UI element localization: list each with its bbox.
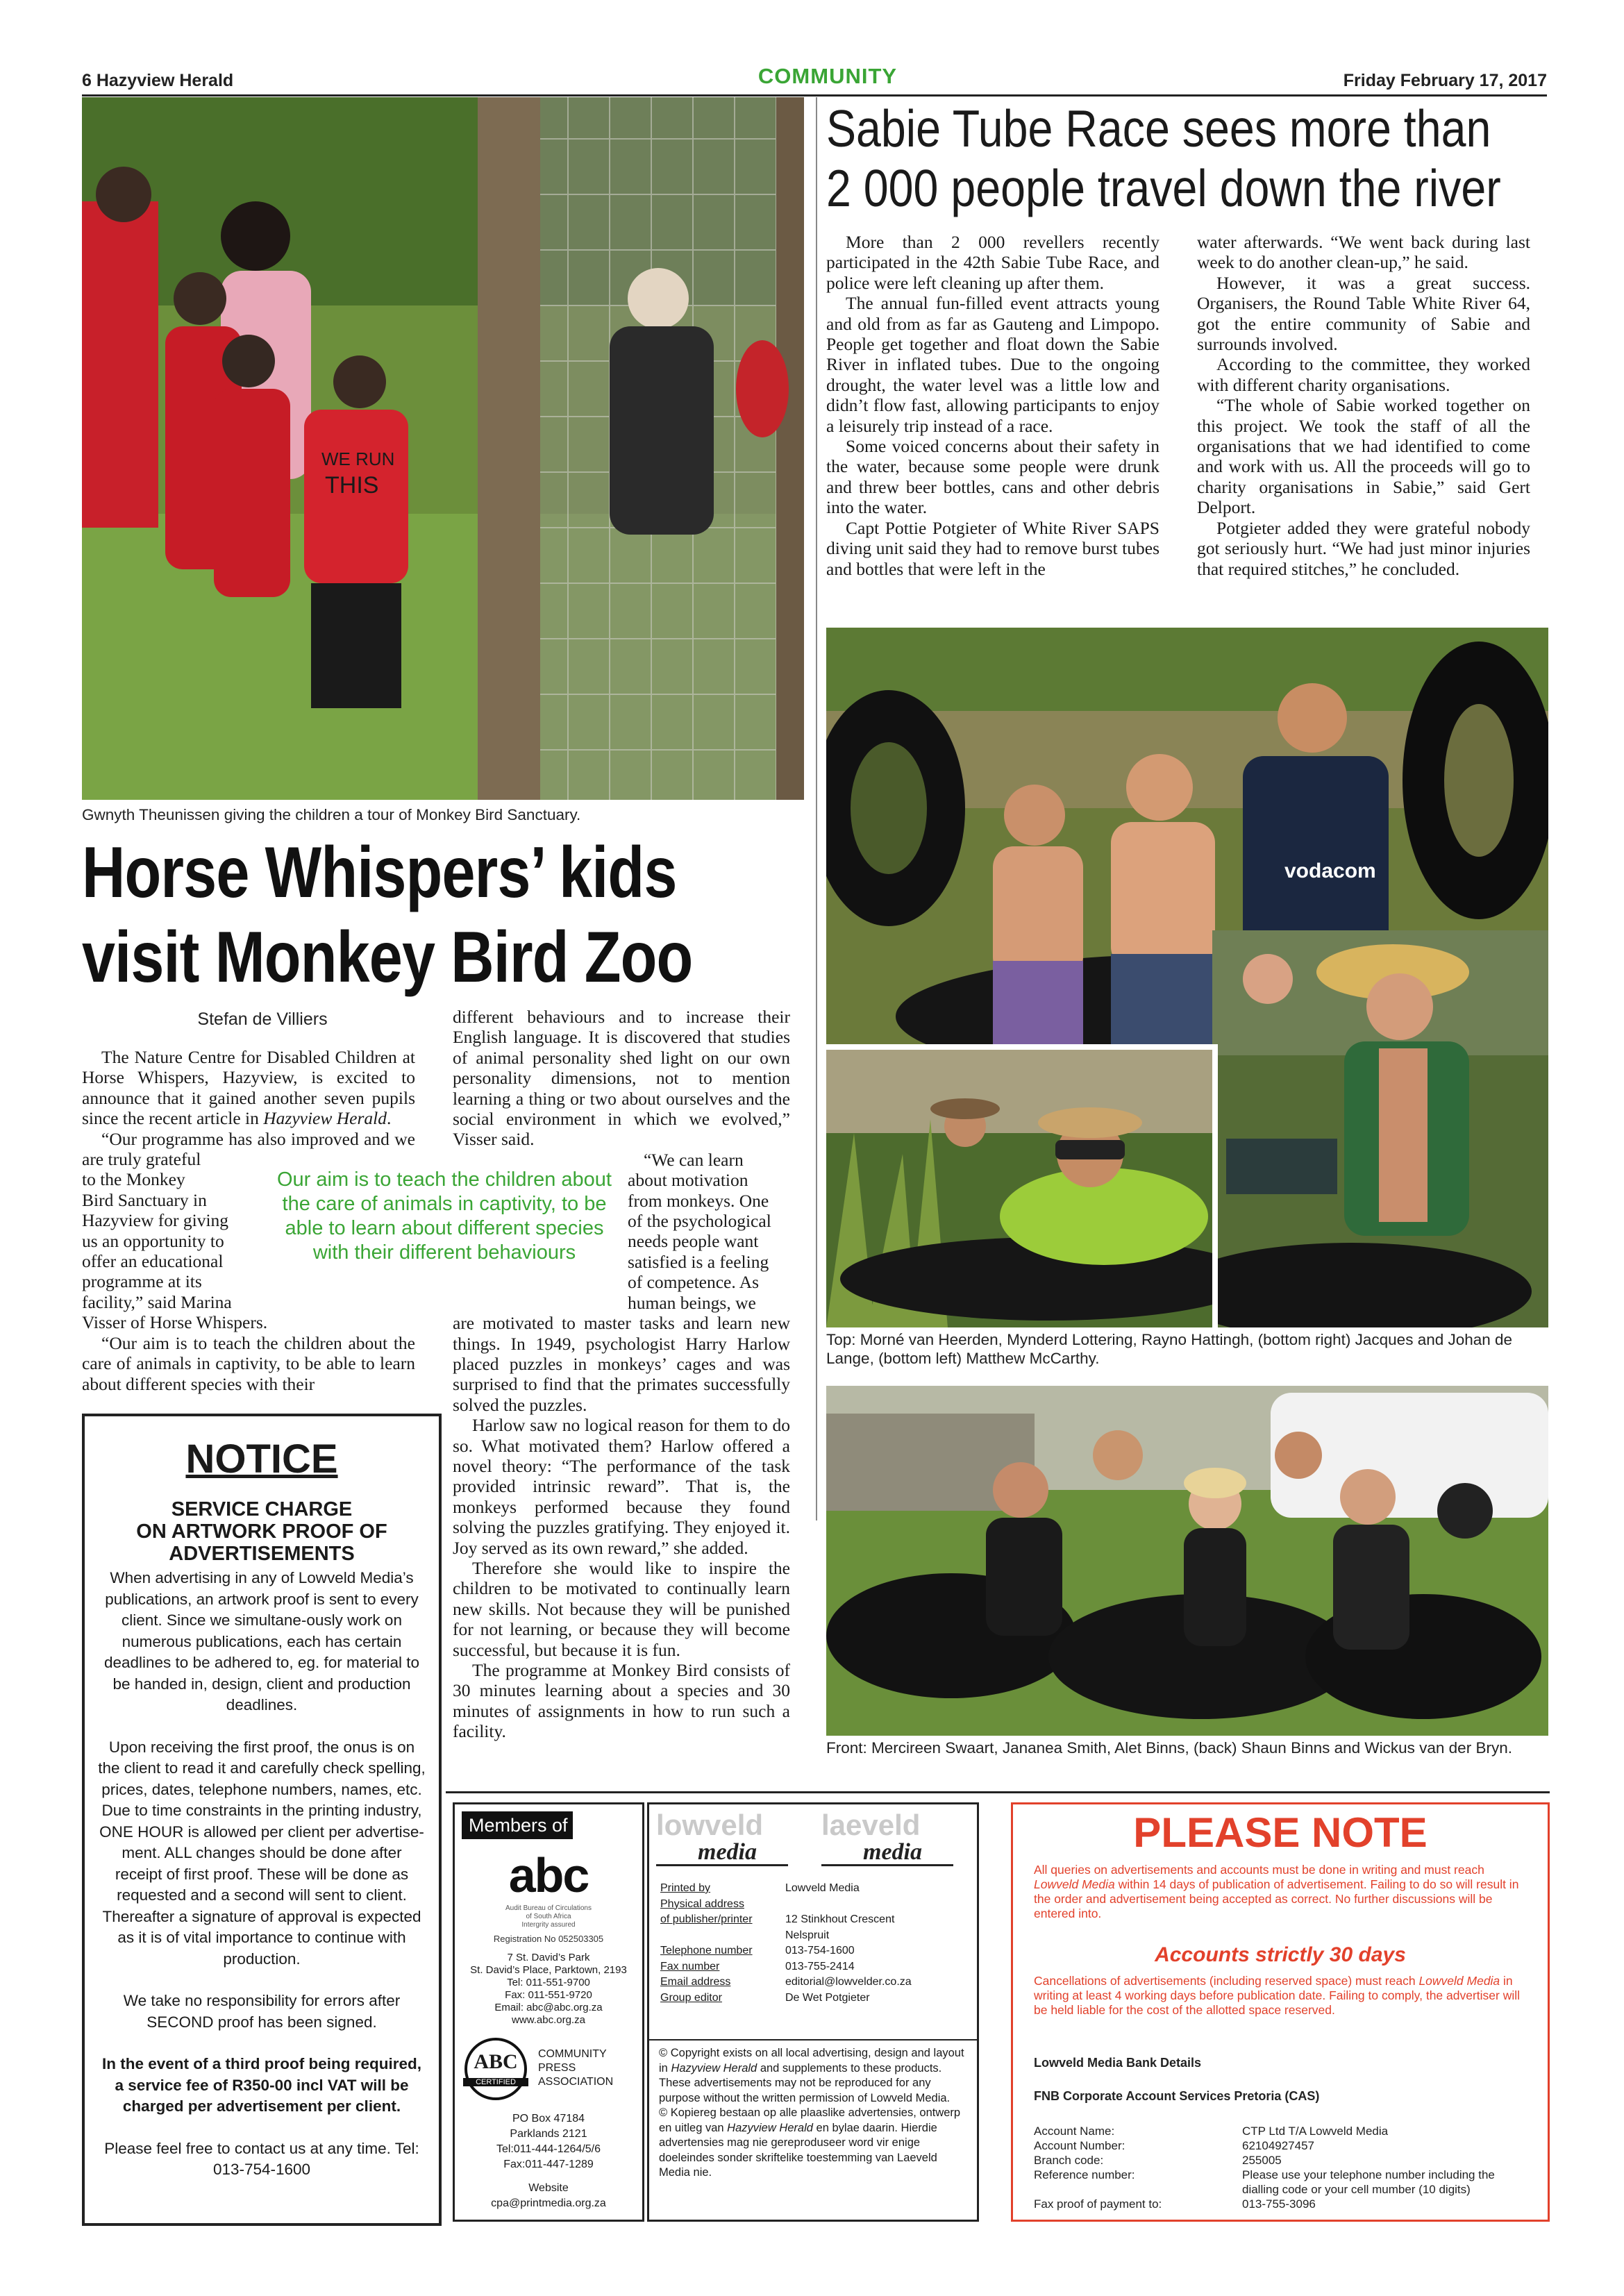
wrap-line: about motivation bbox=[628, 1170, 748, 1191]
issue-date: Friday February 17, 2017 bbox=[1343, 71, 1547, 90]
horse-paragraph: are motivated to master tasks and learn new things. In 1949, psychologist Harry Harlow placed puzzles in monkeys’ cages and was surprised to find that the primates successfully solved the puzzles. bbox=[453, 1313, 790, 1415]
sabie-headline-line-1: Sabie Tube Race sees more than bbox=[826, 99, 1491, 158]
detail-row: Telephone number 013-754-1600 bbox=[660, 1945, 855, 1956]
laeveld-logo: laeveld media bbox=[821, 1810, 974, 1866]
bank-title: Lowveld Media Bank Details bbox=[1034, 2056, 1202, 2070]
bank-name: FNB Corporate Account Services Pretoria (CAS) bbox=[1034, 2089, 1320, 2103]
notice-subtitle: SERVICE CHARGE ON ARTWORK PROOF OF ADVERTISEMENTS bbox=[136, 1498, 387, 1565]
photo-matthew-mccarthy bbox=[826, 1050, 1248, 1327]
bank-details bbox=[1034, 2124, 1534, 2211]
horse-paragraph: different behaviours and to increase their English language. It is discovered that studies of animal personality shed light on our own personality dimensions, not to mention learning a thing or two about ourselves and the social environment in which we evolved,” Visser said. bbox=[453, 1007, 790, 1150]
caption-top-photos: Top: Morné van Heerden, Mynderd Lottering, Rayno Hattingh, (bottom right) Jacques and Johan de Lange, (bottom left) Matthew McCarthy. bbox=[826, 1331, 1513, 1367]
copyright-afrikaans: © Kopiereg bestaan op alle plaaslike advertensies, ontwerp en uitleg van Hazyview Herald en bylae daarin. Hierdie advertensies mag nie gereproduseer word vir enige doeleindes sonder skriftelike toestemming van Laeveld Media nie. bbox=[659, 2106, 961, 2179]
wrap-line: human beings, we bbox=[628, 1292, 756, 1313]
notice-paragraph-contact: Please feel free to contact us at any time. Tel: 013-754-1600 bbox=[104, 2139, 419, 2178]
cpa-name: COMMUNITY PRESS ASSOCIATION bbox=[538, 2048, 614, 2088]
abc-address: 7 St. David’s Park St. David’s Place, Parktown, 2193 Tel: 011-551-9700 Fax: 011-551-9720 Email: abc@abc.org.za www.abc.org.za bbox=[470, 1952, 627, 2026]
detail-row: Group editor De Wet Potgieter bbox=[660, 1991, 870, 2004]
byline: Stefan de Villiers bbox=[197, 1009, 328, 1029]
horse-paragraph: The programme at Monkey Bird consists of 30 minutes learning about a species and 30 minutes of assignments in how to run such a facility. bbox=[453, 1660, 790, 1742]
sabie-paragraph: Capt Pottie Potgieter of White River SAPS diving unit said they had to remove burst tubes and bottles that were left in the bbox=[826, 517, 1160, 579]
bank-row: Branch code: 255005 bbox=[1034, 2154, 1282, 2167]
accounts-title: Accounts strictly 30 days bbox=[1155, 1943, 1406, 1966]
shirt-text-line-1: WE RUN bbox=[321, 449, 395, 469]
please-note-box bbox=[1011, 1802, 1550, 2222]
wrap-line: from monkeys. One bbox=[628, 1190, 769, 1211]
horse-paragraph: “Our programme has also improved and we are truly grateful bbox=[82, 1128, 415, 1170]
notice-paragraph: We take no responsibility for errors after SECOND proof has been signed. bbox=[123, 1992, 401, 2031]
wrap-line: facility,” said Marina bbox=[82, 1291, 232, 1312]
horse-headline bbox=[82, 830, 716, 1000]
column-divider bbox=[816, 97, 817, 1520]
bank-row: Fax proof of payment to: 013-755-3096 bbox=[1034, 2197, 1316, 2211]
wrap-line: us an opportunity to bbox=[82, 1230, 224, 1251]
sabie-paragraph: Potgieter added they were grateful nobody got seriously hurt. “We had just minor injuries that required stitches,” he concluded. bbox=[1197, 517, 1530, 579]
sabie-paragraph: According to the committee, they worked with different charity organisations. bbox=[1197, 354, 1530, 395]
notice-paragraph-fee: In the event of a third proof being required, a service fee of R350-00 incl VAT will be charged per advertisement per client. bbox=[101, 2055, 422, 2115]
section-title: COMMUNITY bbox=[757, 64, 898, 88]
sabie-paragraph: “The whole of Sabie worked together on this project. We took the staff of all the organisations that we had identified to come and work with us. All the proceeds will go to charity organisations in Sabie,” said Gert Delport. bbox=[1197, 395, 1530, 518]
horse-paragraph: The Nature Centre for Disabled Children at Horse Whispers, Hazyview, is excited to announce that it gained another seven pupils since the recent article in Hazyview Herald. bbox=[82, 1047, 415, 1129]
bottom-rule bbox=[446, 1791, 1550, 1793]
abc-registration: Registration No 052503305 bbox=[493, 1934, 604, 1944]
detail-row: Physical address bbox=[660, 1897, 744, 1910]
copyright-notice bbox=[659, 2046, 969, 2181]
sabie-paragraph: More than 2 000 revellers recently participated in the 42th Sabie Tube Race, and police were left cleaning up after them. bbox=[826, 232, 1160, 293]
photo-group-front bbox=[826, 1386, 1548, 1736]
bank-row: Account Number: 62104927457 bbox=[1034, 2139, 1315, 2152]
cpa-seal-letters: ABC bbox=[474, 2050, 518, 2073]
sabie-column-1 bbox=[826, 232, 1160, 579]
wrap-line: Hazyview for giving bbox=[82, 1210, 229, 1231]
wrap-line: programme at its bbox=[82, 1271, 202, 1292]
photo-monkey-bird-sanctuary bbox=[82, 97, 804, 800]
sabie-paragraph: Some voiced concerns about their safety in the water, because some people were drunk and threw beer bottles, cans and other debris into the water. bbox=[826, 436, 1160, 518]
cpa-seal-badge: CERTIFIED bbox=[463, 2078, 528, 2086]
sabie-paragraph: However, it was a great success. Organisers, the Round Table White River 64, got the entire community of Sabie and surrounds involved. bbox=[1197, 272, 1530, 355]
copyright-english: © Copyright exists on all local advertising, design and layout in Hazyview Herald and supplements to these products. These advertisements may not be reproduced for any purpose without the written permission of Lowveld Media. bbox=[659, 2047, 964, 2104]
horse-column-2 bbox=[453, 1007, 790, 1742]
notice-body bbox=[97, 1568, 426, 2181]
wrap-line: to the Monkey bbox=[82, 1169, 185, 1190]
wrap-line: offer an educational bbox=[82, 1251, 224, 1272]
horse-paragraph: Harlow saw no logical reason for them to do so. What motivated them? Harlow offered a novel theory: “The performance of the task provided intrinsic reward”. That is, the monkeys performed because they found solving the puzzles gratifying. They enjoyed it. Joy served as its own reward,” she added. bbox=[453, 1415, 790, 1558]
photo-de-lange-brothers bbox=[1212, 930, 1548, 1327]
detail-row: Nelspruit bbox=[785, 1929, 830, 1941]
shirt-text-line-2: THIS bbox=[325, 472, 379, 498]
members-box bbox=[453, 1802, 644, 2222]
shirt-logo: vodacom bbox=[1284, 860, 1376, 882]
horse-paragraph: Therefore she would like to inspire the children to be motivated to continually learn new skills. Not because they will be punished for not learning, or because they will become successful, but because it is fun. bbox=[453, 1557, 790, 1660]
abc-logo: abc bbox=[508, 1848, 589, 1902]
wrap-line: Visser of Horse Whispers. bbox=[82, 1312, 268, 1333]
publisher-details bbox=[660, 1881, 973, 2006]
lowveld-media-box bbox=[647, 1802, 979, 2222]
lowveld-logo: lowveld media bbox=[656, 1810, 809, 1866]
pull-quote: Our aim is to teach the children about the care of animals in captivity, to be able to learn about different species with their different behaviours bbox=[277, 1168, 612, 1264]
detail-row: Fax number 013-755-2414 bbox=[660, 1960, 855, 1972]
bank-row: Reference number: Please use your telephone number including the dialling code or your cell mumber (10 digits) bbox=[1034, 2168, 1495, 2196]
please-note-cancellations: Cancellations of advertisements (including reserved space) must reach Lowveld Media in writing at least 4 working days before publication date. Failing to comply, the advertiser will be held liable for the cost of the allotted space reserved. bbox=[1034, 1974, 1521, 2017]
photo-gutter-h bbox=[826, 1044, 1212, 1050]
header-rule bbox=[82, 94, 1547, 97]
detail-row: of publisher/printer 12 Stinkhout Crescent bbox=[660, 1913, 895, 1925]
cpa-address: PO Box 47184 Parklands 2121 Tel:011-444-1264/5/6 Fax:011-447-1289 Website cpa@printmedia.org.za bbox=[491, 2113, 606, 2209]
caption-monkey-bird: Gwnyth Theunissen giving the children a tour of Monkey Bird Sanctuary. bbox=[82, 806, 581, 823]
members-label: Members of bbox=[462, 1811, 573, 1839]
wrap-line: of competence. As bbox=[628, 1272, 760, 1293]
notice-title: NOTICE bbox=[185, 1436, 338, 1482]
wrap-line: of the psychological bbox=[628, 1211, 771, 1232]
page-header bbox=[82, 64, 1547, 94]
horse-headline-line-1: Horse Whispers’ kids bbox=[82, 832, 677, 913]
notice-box bbox=[82, 1414, 442, 2226]
wrap-line: Bird Sanctuary in bbox=[82, 1189, 207, 1210]
caption-group-photo: Front: Mercireen Swaart, Jananea Smith, Alet Binns, (back) Shaun Binns and Wickus van der Bryn. bbox=[826, 1739, 1512, 1757]
notice-paragraph: When advertising in any of Lowveld Media’s publications, an artwork proof is sent to every client. Since we simultane-ously work on numerous publications, each has certain deadlines to be adhered to, eg. for material to be handed in, design, client and production deadlines. bbox=[103, 1569, 420, 1713]
sabie-headline bbox=[826, 99, 1501, 218]
photo-gutter-v bbox=[1212, 1044, 1218, 1327]
cpa-seal bbox=[464, 2038, 527, 2100]
abc-tagline: Audit Bureau of Circulations of South Africa Intergrity assured bbox=[505, 1904, 592, 1929]
detail-row: Email address editorial@lowvelder.co.za bbox=[660, 1976, 912, 1988]
wrap-line: needs people want bbox=[628, 1231, 759, 1252]
sabie-paragraph: The annual fun-filled event attracts young and old from as far as Gauteng and Limpopo. People get together and float down the Sabie River in inflated tubes. Due to the ongoing drought, the water level was a little low and didn’t flow fast, allowing participants to enjoy a leisurely trip instead of a race. bbox=[826, 293, 1160, 436]
horse-paragraph: “Our aim is to teach the children about the care of animals in captivity, to be able to learn about different species with their bbox=[82, 1332, 415, 1394]
page-number-publication: 6 Hazyview Herald bbox=[82, 71, 234, 90]
notice-paragraph: Upon receiving the first proof, the onus is on the client to read it and carefully check spelling, prices, dates, telephone numbers, names, etc. Due to time constraints in the printing industry, ONE HOUR is allowed per client per advertise-ment. ALL changes should be done after receipt of first proof. These will be done as requested and a second will sent to client. Thereafter a signature of approval is expected as it is of vital importance to continue with production. bbox=[98, 1738, 426, 1968]
wrap-line: “We can learn bbox=[643, 1149, 744, 1170]
sabie-column-2 bbox=[1197, 232, 1530, 579]
wrap-line: satisfied is a feeling bbox=[628, 1251, 769, 1272]
sabie-headline-line-2: 2 000 people travel down the river bbox=[826, 159, 1501, 217]
lowveld-divider bbox=[649, 2039, 977, 2041]
sabie-paragraph: water afterwards. “We went back during last week to do another clean-up,” he said. bbox=[1197, 232, 1530, 273]
please-note-queries: All queries on advertisements and accounts must be done in writing and must reach Lowveld Media within 14 days of publication of advertisement. Failing to do so will result in the order and advertisement being accepted as correct. No further discussions will be entered into. bbox=[1034, 1863, 1519, 1920]
bank-row: Account Name: CTP Ltd T/A Lowveld Media bbox=[1034, 2125, 1389, 2138]
detail-row: Printed by Lowveld Media bbox=[660, 1882, 860, 1894]
horse-headline-line-2: visit Monkey Bird Zoo bbox=[82, 917, 693, 998]
please-note-title: PLEASE NOTE bbox=[1133, 1809, 1428, 1856]
